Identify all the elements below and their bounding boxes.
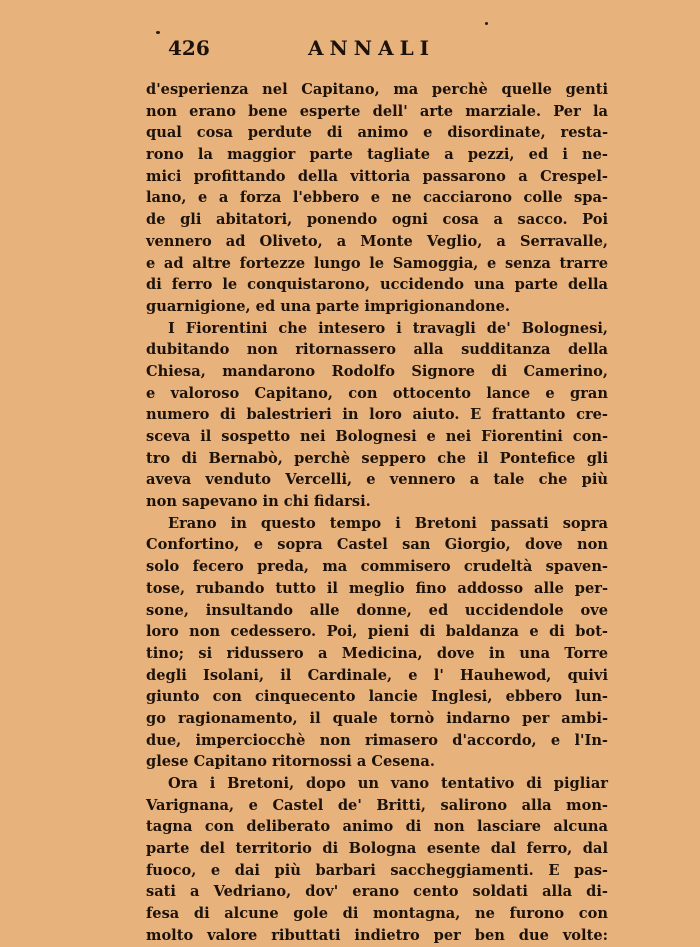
text-line: Ora i Bretoni, dopo un vano tentativo di pigliar (168, 775, 608, 792)
running-title: ANNALI (308, 36, 436, 60)
text-line: numero di balestrieri in loro aiuto. E frattanto cre- (146, 406, 608, 424)
text-line: dubitando non ritornassero alla sudditanza della (146, 341, 608, 359)
text-line: solo fecero preda, ma commisero crudeltà spaven- (146, 558, 608, 576)
text-line: d'esperienza nel Capitano, ma perchè quelle genti (146, 81, 608, 98)
text-line: due, imperciocchè non rimasero d'accordo, e l'In- (146, 731, 608, 749)
text-line: e ad altre fortezze lungo le Samoggia, e senza trarre (146, 254, 608, 272)
text-line: fuoco, e dai più barbari saccheggiamenti. E pas- (146, 861, 608, 879)
text-line: degli Isolani, il Cardinale, e l' Hauhewod, quivi (146, 666, 608, 684)
text-line: aveva venduto Vercelli, e vennero a tale che più (146, 471, 608, 489)
text-line: sceva il sospetto nei Bolognesi e nei Fiorentini con- (146, 428, 608, 445)
page-number: 426 (168, 36, 210, 60)
text-line: sone, insultando alle donne, ed uccidendole ove (146, 601, 608, 619)
text-line: Varignana, e Castel de' Britti, salirono alla mon- (146, 796, 608, 814)
text-line: go ragionamento, il quale tornò indarno per ambi- (146, 709, 608, 727)
text-line: tagna con deliberato animo di non lasciare alcuna (146, 818, 608, 836)
text-line: tose, rubando tutto il meglio fino addosso alle per- (146, 579, 608, 597)
text-line: non sapevano in chi fidarsi. (146, 493, 371, 511)
text-line: giunto con cinquecento lancie Inglesi, ebbero lun- (146, 688, 608, 706)
text-line: vennero ad Oliveto, a Monte Veglio, a Serravalle, (146, 232, 608, 250)
text-line: qual cosa perdute di animo e disordinate, resta- (146, 124, 608, 142)
ink-speck (485, 22, 488, 25)
text-line: mici profittando della vittoria passarono a Crespel- (146, 167, 608, 185)
text-line: non erano bene esperte dell' arte marziale. Per la (146, 102, 608, 120)
page-header (150, 36, 610, 66)
text-line: loro non cedessero. Poi, pieni di baldanza e di bot- (146, 623, 608, 641)
text-line: rono la maggior parte tagliate a pezzi, ed i ne- (146, 146, 608, 164)
text-line: Chiesa, mandarono Rodolfo Signore di Camerino, (146, 362, 608, 380)
ink-speck (156, 31, 160, 34)
text-line: Confortino, e sopra Castel san Giorgio, dove non (146, 536, 608, 554)
text-line: di ferro le conquistarono, uccidendo una parte della (146, 276, 608, 294)
text-line: tro di Bernabò, perchè seppero che il Pontefice gli (146, 449, 608, 467)
text-line: molto valore ributtati indietro per ben due volte: (146, 926, 608, 944)
text-line: guarnigione, ed una parte imprigionandone. (146, 297, 510, 315)
text-line: glese Capitano ritornossi a Cesena. (146, 753, 435, 771)
text-line: fesa di alcune gole di montagna, ne furono con (146, 905, 608, 923)
body-text (146, 79, 608, 947)
text-line: parte del territorio di Bologna esente dal ferro, dal (146, 840, 608, 858)
text-line: sati a Vedriano, dov' erano cento soldati alla di- (146, 883, 608, 901)
text-line: Erano in questo tempo i Bretoni passati sopra (168, 514, 608, 532)
text-line: tino; si ridussero a Medicina, dove in una Torre (146, 644, 608, 662)
text-line: I Fiorentini che intesero i travagli de' Bolognesi, (168, 319, 608, 337)
text-line: e valoroso Capitano, con ottocento lance e gran (146, 384, 608, 402)
text-line: lano, e a forza l'ebbero e ne cacciarono colle spa- (146, 189, 608, 207)
text-line: de gli abitatori, ponendo ogni cosa a sacco. Poi (146, 211, 608, 229)
